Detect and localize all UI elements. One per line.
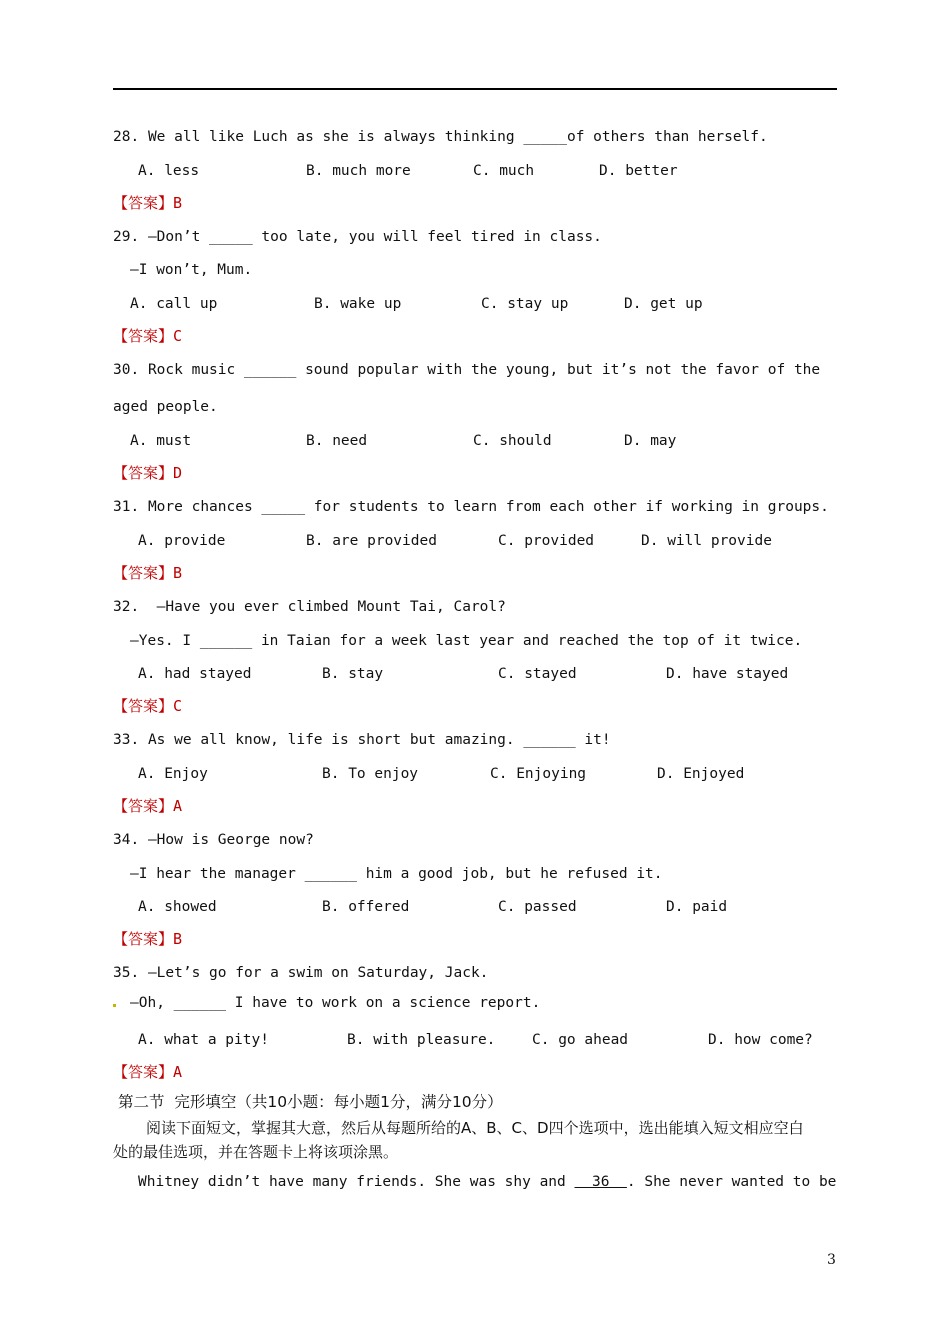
q28-option-d: D. better bbox=[599, 163, 678, 179]
q34-option-d: D. paid bbox=[666, 899, 728, 915]
q34-option-a: A. showed bbox=[138, 899, 217, 915]
question-35-stem: 35. —Let’s go for a swim on Saturday, Jack. bbox=[113, 965, 489, 981]
passage-first-line: Whitney didn’t have many friends. She was shy and 36 . She never wanted to be bbox=[138, 1174, 837, 1190]
q34-answer: 【答案】B bbox=[113, 930, 183, 948]
marker-dot bbox=[113, 1004, 116, 1007]
q32-option-c: C. stayed bbox=[498, 666, 577, 682]
q35-option-b: B. with pleasure. bbox=[347, 1032, 496, 1048]
q29-option-c: C. stay up bbox=[481, 296, 569, 312]
q30-option-a: A. must bbox=[130, 433, 192, 449]
q34-option-b: B. offered bbox=[322, 899, 410, 915]
question-34-reply: —I hear the manager ______ him a good job, but he refused it. bbox=[130, 866, 663, 882]
q31-option-a: A. provide bbox=[138, 533, 226, 549]
q35-option-a: A. what a pity! bbox=[138, 1032, 269, 1048]
q29-answer: 【答案】C bbox=[113, 327, 183, 345]
q32-answer: 【答案】C bbox=[113, 697, 183, 715]
q32-option-b: B. stay bbox=[322, 666, 384, 682]
q32-option-a: A. had stayed bbox=[138, 666, 252, 682]
q35-option-d: D. how come? bbox=[708, 1032, 813, 1048]
q30-option-b: B. need bbox=[306, 433, 368, 449]
section-instruction-line1: 阅读下面短文，掌握其大意，然后从每题所给的A、B、C、D四个选项中，选出能填入短文相应空白 bbox=[146, 1119, 804, 1137]
question-30-stem-cont: aged people. bbox=[113, 399, 218, 415]
q29-option-b: B. wake up bbox=[314, 296, 402, 312]
q31-answer: 【答案】B bbox=[113, 564, 183, 582]
question-29-reply: —I won’t, Mum. bbox=[130, 262, 253, 278]
question-33-stem: 33. As we all know, life is short but amazing. ______ it! bbox=[113, 732, 611, 748]
header-rule bbox=[113, 88, 837, 90]
q31-option-d: D. will provide bbox=[641, 533, 772, 549]
question-29-stem: 29. —Don’t _____ too late, you will feel tired in class. bbox=[113, 229, 602, 245]
question-32-stem: 32. —Have you ever climbed Mount Tai, Carol? bbox=[113, 599, 506, 615]
section-heading: 第二节 完形填空（共10小题：每小题1分，满分10分） bbox=[118, 1093, 503, 1111]
section-instruction-line2: 处的最佳选项，并在答题卡上将该项涂黑。 bbox=[113, 1143, 399, 1161]
q33-option-a: A. Enjoy bbox=[138, 766, 208, 782]
q35-option-c: C. go ahead bbox=[532, 1032, 629, 1048]
q28-answer: 【答案】B bbox=[113, 194, 183, 212]
q31-option-c: C. provided bbox=[498, 533, 595, 549]
question-34-stem: 34. —How is George now? bbox=[113, 832, 314, 848]
q30-option-c: C. should bbox=[473, 433, 552, 449]
q30-answer: 【答案】D bbox=[113, 464, 183, 482]
q33-option-d: D. Enjoyed bbox=[657, 766, 745, 782]
q33-answer: 【答案】A bbox=[113, 797, 183, 815]
q28-option-c: C. much bbox=[473, 163, 535, 179]
q28-option-b: B. much more bbox=[306, 163, 411, 179]
q33-option-c: C. Enjoying bbox=[490, 766, 587, 782]
q29-option-d: D. get up bbox=[624, 296, 703, 312]
question-28-stem: 28. We all like Luch as she is always thinking _____of others than herself. bbox=[113, 129, 768, 145]
question-31-stem: 31. More chances _____ for students to learn from each other if working in groups. bbox=[113, 499, 829, 515]
q35-answer: 【答案】A bbox=[113, 1063, 183, 1081]
page-number: 3 bbox=[827, 1252, 836, 1268]
q34-option-c: C. passed bbox=[498, 899, 577, 915]
blank-36: 36 bbox=[574, 1174, 627, 1190]
question-35-reply: —Oh, ______ I have to work on a science report. bbox=[130, 995, 541, 1011]
q31-option-b: B. are provided bbox=[306, 533, 437, 549]
question-30-stem: 30. Rock music ______ sound popular with the young, but it’s not the favor of the bbox=[113, 362, 821, 378]
q32-option-d: D. have stayed bbox=[666, 666, 789, 682]
q29-option-a: A. call up bbox=[130, 296, 218, 312]
q28-option-a: A. less bbox=[138, 163, 200, 179]
q30-option-d: D. may bbox=[624, 433, 677, 449]
q33-option-b: B. To enjoy bbox=[322, 766, 419, 782]
question-32-reply: —Yes. I ______ in Taian for a week last year and reached the top of it twice. bbox=[130, 633, 803, 649]
